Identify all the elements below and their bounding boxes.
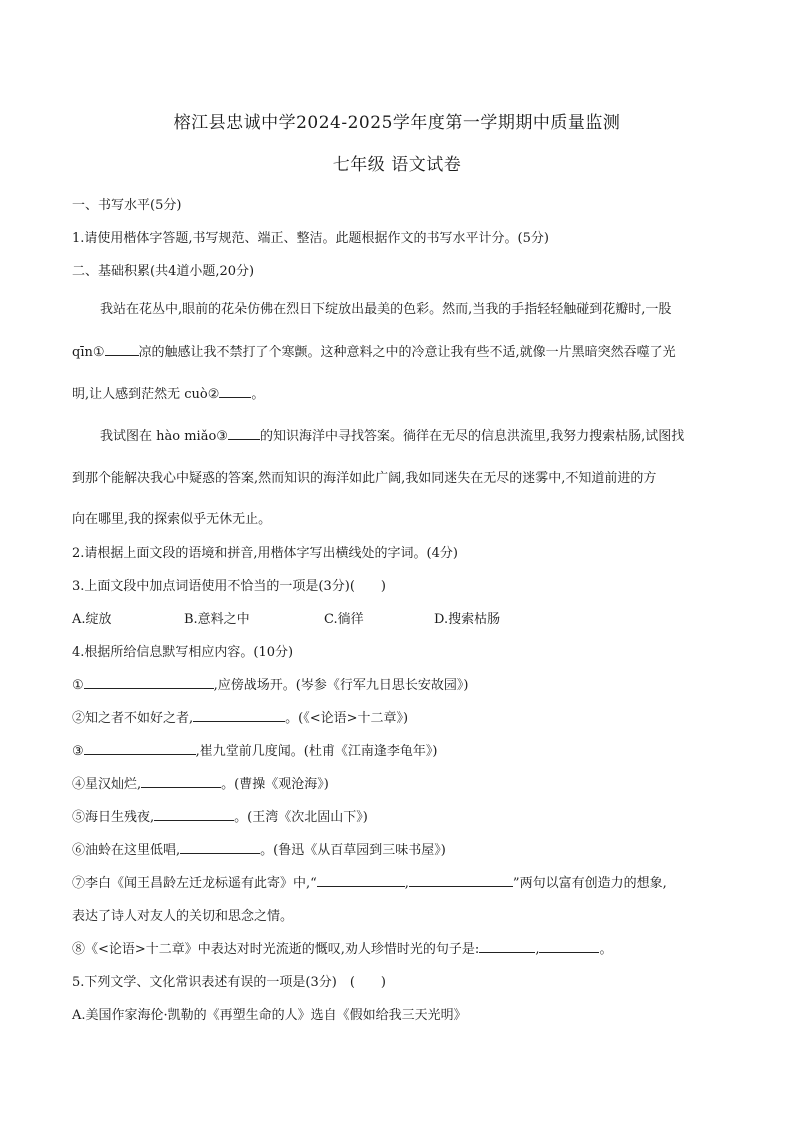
- recite-item-8-end: 。: [599, 942, 613, 957]
- exam-title: 榕江县忠诚中学2024-2025学年度第一学期期中质量监测: [173, 113, 621, 133]
- recite-item-4-src: 。(曹操《观沧海》): [221, 777, 329, 792]
- recite-item-7-comma: ,: [404, 876, 409, 891]
- recite-item-2: [72, 707, 732, 726]
- recite-blank-8b[interactable]: [539, 938, 599, 953]
- passage-1-line-2-text: 凉的触感让我不禁打了个寒颤。这种意料之中的冷意让我有些不适,就像一片黑暗突然吞噬了光: [138, 345, 676, 360]
- recite-item-1: [72, 674, 732, 693]
- recite-item-4-text: ④星汉灿烂,: [72, 777, 142, 792]
- option-b[interactable]: B.意料之中: [184, 612, 250, 627]
- recite-item-5-src: 。(王湾《次北固山下》): [234, 810, 368, 825]
- answer-blank-3[interactable]: [228, 425, 260, 440]
- recite-item-5-text: ⑤海日生残夜,: [72, 810, 155, 825]
- recite-blank-7b[interactable]: [409, 872, 513, 887]
- recite-item-6-text: ⑥油蛉在这里低唱,: [72, 843, 181, 858]
- recite-item-3-text: ,崔九堂前几度闻。(杜甫《江南逢李龟年》): [195, 744, 438, 759]
- section-1-heading: 一、书写水平(5分): [72, 198, 182, 213]
- question-4: 4.根据所给信息默写相应内容。(10分): [72, 645, 294, 660]
- passage-1-line-3: [72, 383, 732, 402]
- pinyin-3: 我试图在 hào miǎo③: [100, 429, 228, 444]
- passage-2-line-3: 向在哪里,我的探索似乎无休无止。: [72, 512, 272, 527]
- recite-item-3-num: ③: [72, 744, 84, 759]
- recite-item-8-comma: ,: [535, 942, 540, 957]
- recite-item-3: [72, 740, 732, 759]
- recite-item-7-text: ⑦李白《闻王昌龄左迁龙标遥有此寄》中,“: [72, 876, 317, 891]
- pinyin-1: qīn①: [72, 345, 105, 360]
- recite-blank-2[interactable]: [193, 707, 285, 722]
- recite-item-7: [72, 872, 732, 891]
- option-c[interactable]: C.徜徉: [324, 612, 364, 627]
- recite-item-8-text: ⑧《<论语>十二章》中表达对时光流逝的慨叹,劝人珍惜时光的句子是:: [72, 942, 480, 957]
- recite-blank-5[interactable]: [154, 806, 234, 821]
- question-3: 3.上面文段中加点词语使用不恰当的一项是(3分)( ): [72, 579, 386, 594]
- section-2-heading: 二、基础积累(共4道小题,20分): [72, 264, 255, 279]
- passage-2-line-2: 到那个能解决我心中疑惑的答案,然而知识的海洋如此广阔,我如同迷失在无尽的迷雾中,不知道前进的方: [72, 471, 657, 486]
- recite-blank-6[interactable]: [180, 839, 260, 854]
- recite-item-7-cont: 表达了诗人对友人的关切和思念之情。: [72, 909, 294, 924]
- recite-item-1-text: ,应傍战场开。(岑参《行军九日思长安故园》): [213, 678, 469, 693]
- passage-1-line-1: 我站在花丛中,眼前的花朵仿佛在烈日下绽放出最美的色彩。然而,当我的手指轻轻触碰到花瓣时,一股: [100, 302, 672, 317]
- pinyin-2: 明,让人感到茫然无 cuò②: [72, 387, 220, 402]
- recite-item-2-src: 。(《<论语>十二章》): [285, 711, 409, 726]
- answer-blank-1[interactable]: [105, 341, 139, 356]
- option-a[interactable]: A.绽放: [72, 612, 112, 627]
- answer-blank-2[interactable]: [219, 383, 251, 398]
- recite-item-4: [72, 773, 732, 792]
- recite-item-7-tail: ”两句以富有创造力的想象,: [512, 876, 667, 891]
- recite-blank-4[interactable]: [141, 773, 221, 788]
- recite-blank-1[interactable]: [84, 674, 214, 689]
- recite-item-2-text: ②知之者不如好之者,: [72, 711, 194, 726]
- passage-1-line-2: [72, 341, 732, 360]
- recite-blank-3[interactable]: [84, 740, 196, 755]
- exam-subtitle: 七年级 语文试卷: [332, 155, 462, 175]
- question-5: 5.下列文学、文化常识表述有误的一项是(3分) ( ): [72, 975, 386, 990]
- recite-item-8: [72, 938, 732, 957]
- question-1: 1.请使用楷体字答题,书写规范、端正、整洁。此题根据作文的书写水平计分。(5分): [72, 231, 549, 246]
- recite-item-6-src: 。(鲁迅《从百草园到三味书屋》): [260, 843, 446, 858]
- option-d[interactable]: D.搜索枯肠: [434, 612, 501, 627]
- recite-item-5: [72, 806, 732, 825]
- recite-item-6: [72, 839, 732, 858]
- passage-2-line-1: [100, 425, 732, 444]
- recite-item-1-num: ①: [72, 678, 84, 693]
- passage-2-line-1-text: 的知识海洋中寻找答案。徜徉在无尽的信息洪流里,我努力搜索枯肠,试图找: [259, 429, 685, 444]
- question-5-option-a[interactable]: A.美国作家海伦·凯勒的《再塑生命的人》选自《假如给我三天光明》: [72, 1008, 467, 1023]
- passage-1-line-3-end: 。: [251, 387, 265, 402]
- question-2: 2.请根据上面文段的语境和拼音,用楷体字写出横线处的字词。(4分): [72, 546, 458, 561]
- recite-blank-7a[interactable]: [317, 872, 405, 887]
- recite-blank-8a[interactable]: [479, 938, 535, 953]
